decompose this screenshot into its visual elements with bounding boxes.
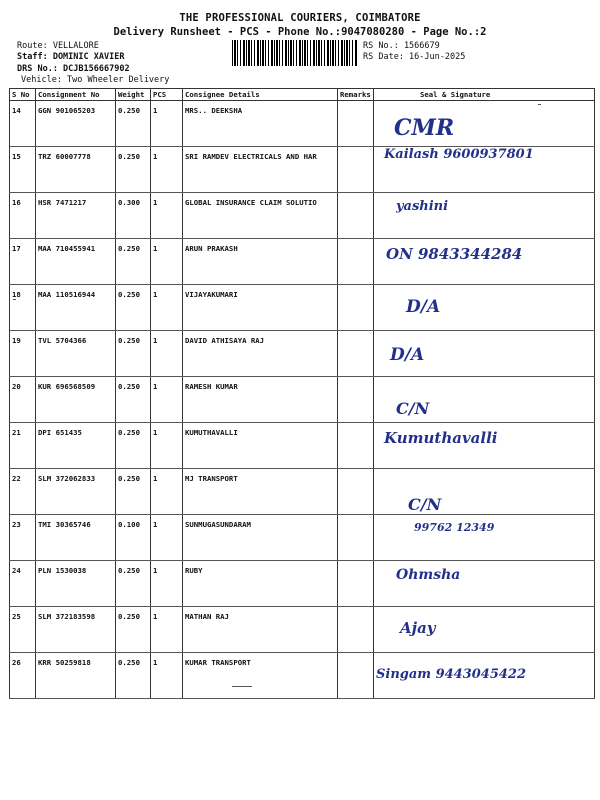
handwritten-signature: ON 9843344284 [386,245,523,263]
rs-number: RS No.: 1566679 [363,41,440,51]
table-row [10,423,595,469]
cell-sno: 17 [10,239,36,285]
cell-signature [374,607,595,653]
scan-mark [13,299,16,300]
cell-consignee: VIJAYAKUMARI [183,285,338,331]
table-header-row [10,89,595,101]
cell-weight: 0.100 [116,515,151,561]
cell-remarks [338,469,374,515]
handwritten-signature: Kailash 9600937801 [384,147,534,162]
col-consignment: Consignment No [36,89,116,101]
cell-signature [374,285,595,331]
cell-signature [374,561,595,607]
scan-mark [232,686,252,687]
cell-consignment: SLM 372062833 [36,469,116,515]
cell-sno: 22 [10,469,36,515]
cell-consignment: MAA 710455941 [36,239,116,285]
cell-consignee: SUNMUGASUNDARAM [183,515,338,561]
cell-pcs: 1 [151,331,183,377]
cell-consignee: SRI RAMDEV ELECTRICALS AND HAR [183,147,338,193]
cell-consignment: GGN 901065203 [36,101,116,147]
table-row [10,515,595,561]
scan-mark [538,104,541,105]
cell-pcs: 1 [151,607,183,653]
cell-remarks [338,561,374,607]
cell-consignee: RUBY [183,561,338,607]
cell-consignment: KRR 50259818 [36,653,116,699]
handwritten-signature: C/N [396,399,430,418]
cell-signature [374,239,595,285]
handwritten-signature: C/N [408,495,442,514]
cell-consignment: HSR 7471217 [36,193,116,239]
cell-consignee: MJ TRANSPORT [183,469,338,515]
cell-pcs: 1 [151,653,183,699]
table-row [10,469,595,515]
col-signature: Seal & Signature [374,89,595,101]
handwritten-signature: Ajay [400,619,436,637]
cell-consignee: MATHAN RAJ [183,607,338,653]
handwritten-signature: Ohmsha [396,567,461,583]
cell-sno: 24 [10,561,36,607]
col-consignee: Consignee Details [183,89,338,101]
cell-pcs: 1 [151,101,183,147]
cell-consignee: GLOBAL INSURANCE CLAIM SOLUTIO [183,193,338,239]
cell-consignee: KUMUTHAVALLI [183,423,338,469]
cell-consignee: RAMESH KUMAR [183,377,338,423]
cell-consignment: MAA 110516944 [36,285,116,331]
cell-sno: 26 [10,653,36,699]
cell-weight: 0.250 [116,653,151,699]
cell-weight: 0.300 [116,193,151,239]
cell-remarks [338,607,374,653]
cell-remarks [338,331,374,377]
col-weight: Weight [116,89,151,101]
table-row [10,285,595,331]
cell-pcs: 1 [151,469,183,515]
cell-sno: 18 [10,285,36,331]
cell-pcs: 1 [151,515,183,561]
cell-consignment: TRZ 60007778 [36,147,116,193]
staff-label: Staff: DOMINIC XAVIER [17,52,125,62]
cell-signature [374,423,595,469]
cell-signature [374,469,595,515]
delivery-table [9,88,595,699]
cell-weight: 0.250 [116,377,151,423]
cell-remarks [338,285,374,331]
cell-consignment: SLM 372183598 [36,607,116,653]
handwritten-signature: 99762 12349 [414,521,495,534]
cell-weight: 0.250 [116,285,151,331]
cell-consignee: DAVID ATHISAYA RAJ [183,331,338,377]
cell-remarks [338,147,374,193]
handwritten-signature: Singam 9443045422 [376,667,527,682]
cell-pcs: 1 [151,423,183,469]
cell-signature [374,653,595,699]
handwritten-signature: D/A [390,345,425,365]
table-row [10,653,595,699]
cell-sno: 15 [10,147,36,193]
cell-consignee: MRS.. DEEKSHA [183,101,338,147]
barcode [232,40,358,66]
cell-pcs: 1 [151,147,183,193]
cell-weight: 0.250 [116,101,151,147]
handwritten-signature: yashini [396,199,449,214]
cell-weight: 0.250 [116,239,151,285]
cell-signature [374,101,595,147]
cell-remarks [338,377,374,423]
cell-consignee: ARUN PRAKASH [183,239,338,285]
handwritten-signature: CMR [394,115,455,141]
cell-consignment: DPI 651435 [36,423,116,469]
cell-sno: 20 [10,377,36,423]
cell-signature [374,331,595,377]
cell-weight: 0.250 [116,331,151,377]
table-row [10,239,595,285]
table-row [10,147,595,193]
vehicle-label: Vehicle: Two Wheeler Delivery [21,75,170,85]
cell-consignment: PLN 1530038 [36,561,116,607]
rs-date: RS Date: 16-Jun-2025 [363,52,466,62]
handwritten-signature: Kumuthavalli [384,429,498,447]
table-row [10,331,595,377]
cell-remarks [338,239,374,285]
cell-consignment: TMI 30365746 [36,515,116,561]
cell-sno: 16 [10,193,36,239]
cell-signature [374,147,595,193]
cell-signature [374,515,595,561]
cell-sno: 14 [10,101,36,147]
cell-pcs: 1 [151,193,183,239]
cell-weight: 0.250 [116,607,151,653]
cell-weight: 0.250 [116,147,151,193]
cell-signature [374,377,595,423]
cell-remarks [338,515,374,561]
drs-label: DRS No.: DCJB156667902 [17,64,130,74]
col-pcs: PCS [151,89,183,101]
cell-pcs: 1 [151,239,183,285]
company-title: THE PROFESSIONAL COURIERS, COIMBATORE [179,12,421,24]
cell-consignee: KUMAR TRANSPORT [183,653,338,699]
col-sno: S No [10,89,36,101]
table-row [10,377,595,423]
cell-sno: 25 [10,607,36,653]
cell-consignment: KUR 696568509 [36,377,116,423]
table-row [10,101,595,147]
cell-weight: 0.250 [116,469,151,515]
table-row [10,561,595,607]
cell-remarks [338,193,374,239]
route-label: Route: VELLALORE [17,41,99,51]
cell-sno: 21 [10,423,36,469]
col-remarks: Remarks [338,89,374,101]
cell-remarks [338,423,374,469]
cell-remarks [338,653,374,699]
table-row [10,193,595,239]
cell-sno: 19 [10,331,36,377]
cell-weight: 0.250 [116,561,151,607]
cell-sno: 23 [10,515,36,561]
table-row [10,607,595,653]
cell-pcs: 1 [151,377,183,423]
cell-weight: 0.250 [116,423,151,469]
handwritten-signature: D/A [406,297,441,317]
runsheet-subtitle: Delivery Runsheet - PCS - Phone No.:9047080280 - Page No.:2 [113,26,487,38]
cell-signature [374,193,595,239]
cell-pcs: 1 [151,561,183,607]
cell-consignment: TVL 5704366 [36,331,116,377]
cell-pcs: 1 [151,285,183,331]
cell-remarks [338,101,374,147]
